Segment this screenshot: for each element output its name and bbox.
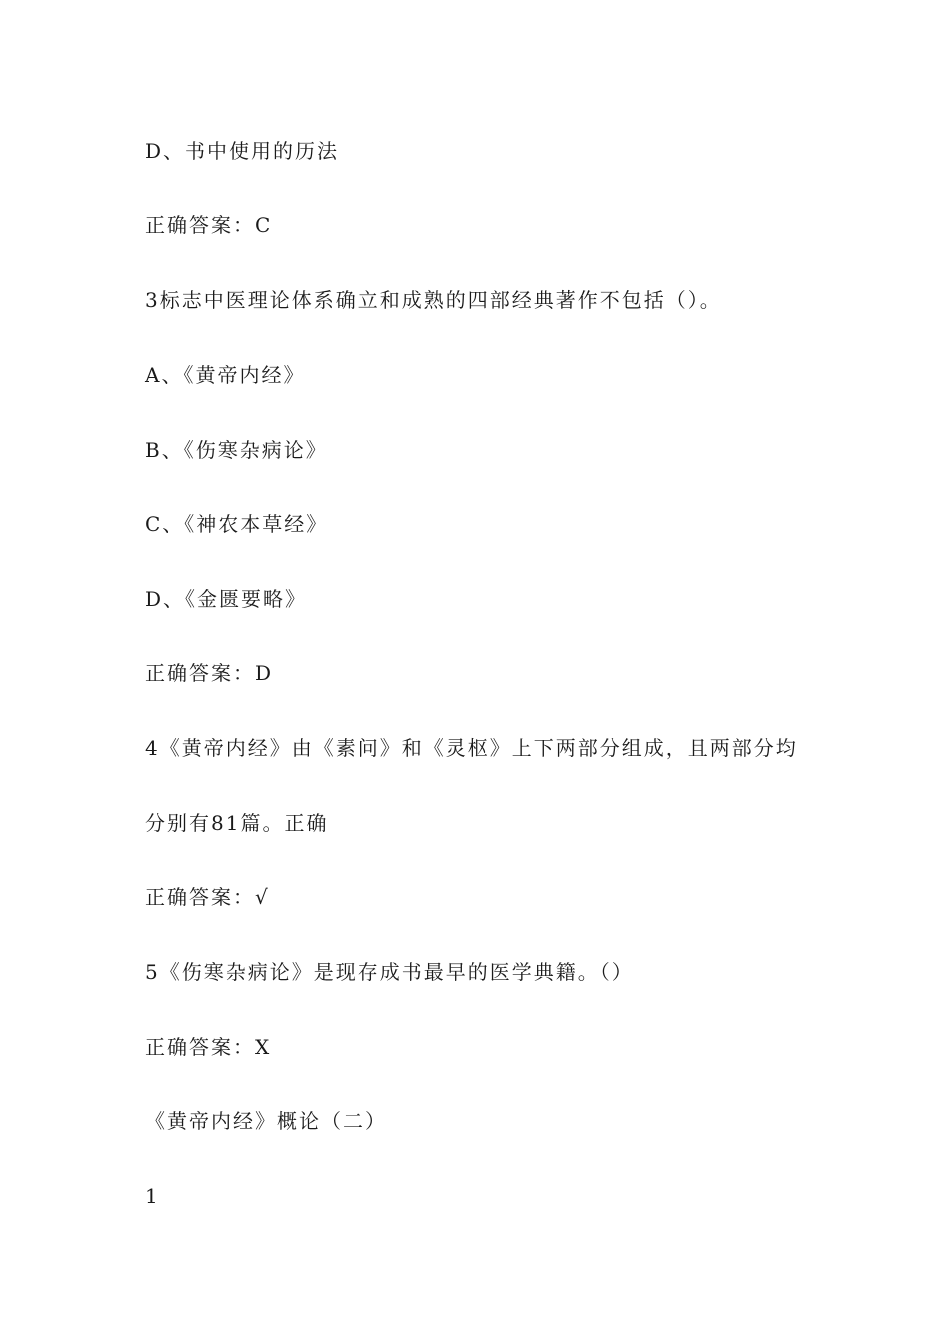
answer-q4: 正确答案：√	[145, 885, 270, 909]
answer-q5: 正确答案：X	[145, 1035, 272, 1059]
option-d-q2: D、书中使用的历法	[145, 139, 340, 163]
section-heading: 《黄帝内经》概论（二）	[145, 1109, 387, 1133]
option-d-q3: D、《金匮要略》	[145, 587, 308, 611]
question-5: 5《伤寒杂病论》是现存成书最早的医学典籍。（）	[145, 960, 634, 984]
option-a-q3: A、《黄帝内经》	[145, 363, 306, 387]
option-c-q3: C、《神农本草经》	[145, 512, 329, 536]
question-4-line-2: 分别有81篇。正确	[145, 811, 329, 835]
option-b-q3: B、《伤寒杂病论》	[145, 438, 328, 462]
question-number: 1	[145, 1184, 160, 1208]
answer-q2: 正确答案：C	[145, 213, 273, 237]
answer-q3: 正确答案：D	[145, 661, 274, 685]
question-3: 3标志中医理论体系确立和成熟的四部经典著作不包括（）。	[145, 288, 722, 312]
question-4-line-1: 4《黄帝内经》由《素问》和《灵枢》上下两部分组成，且两部分均	[145, 736, 798, 760]
